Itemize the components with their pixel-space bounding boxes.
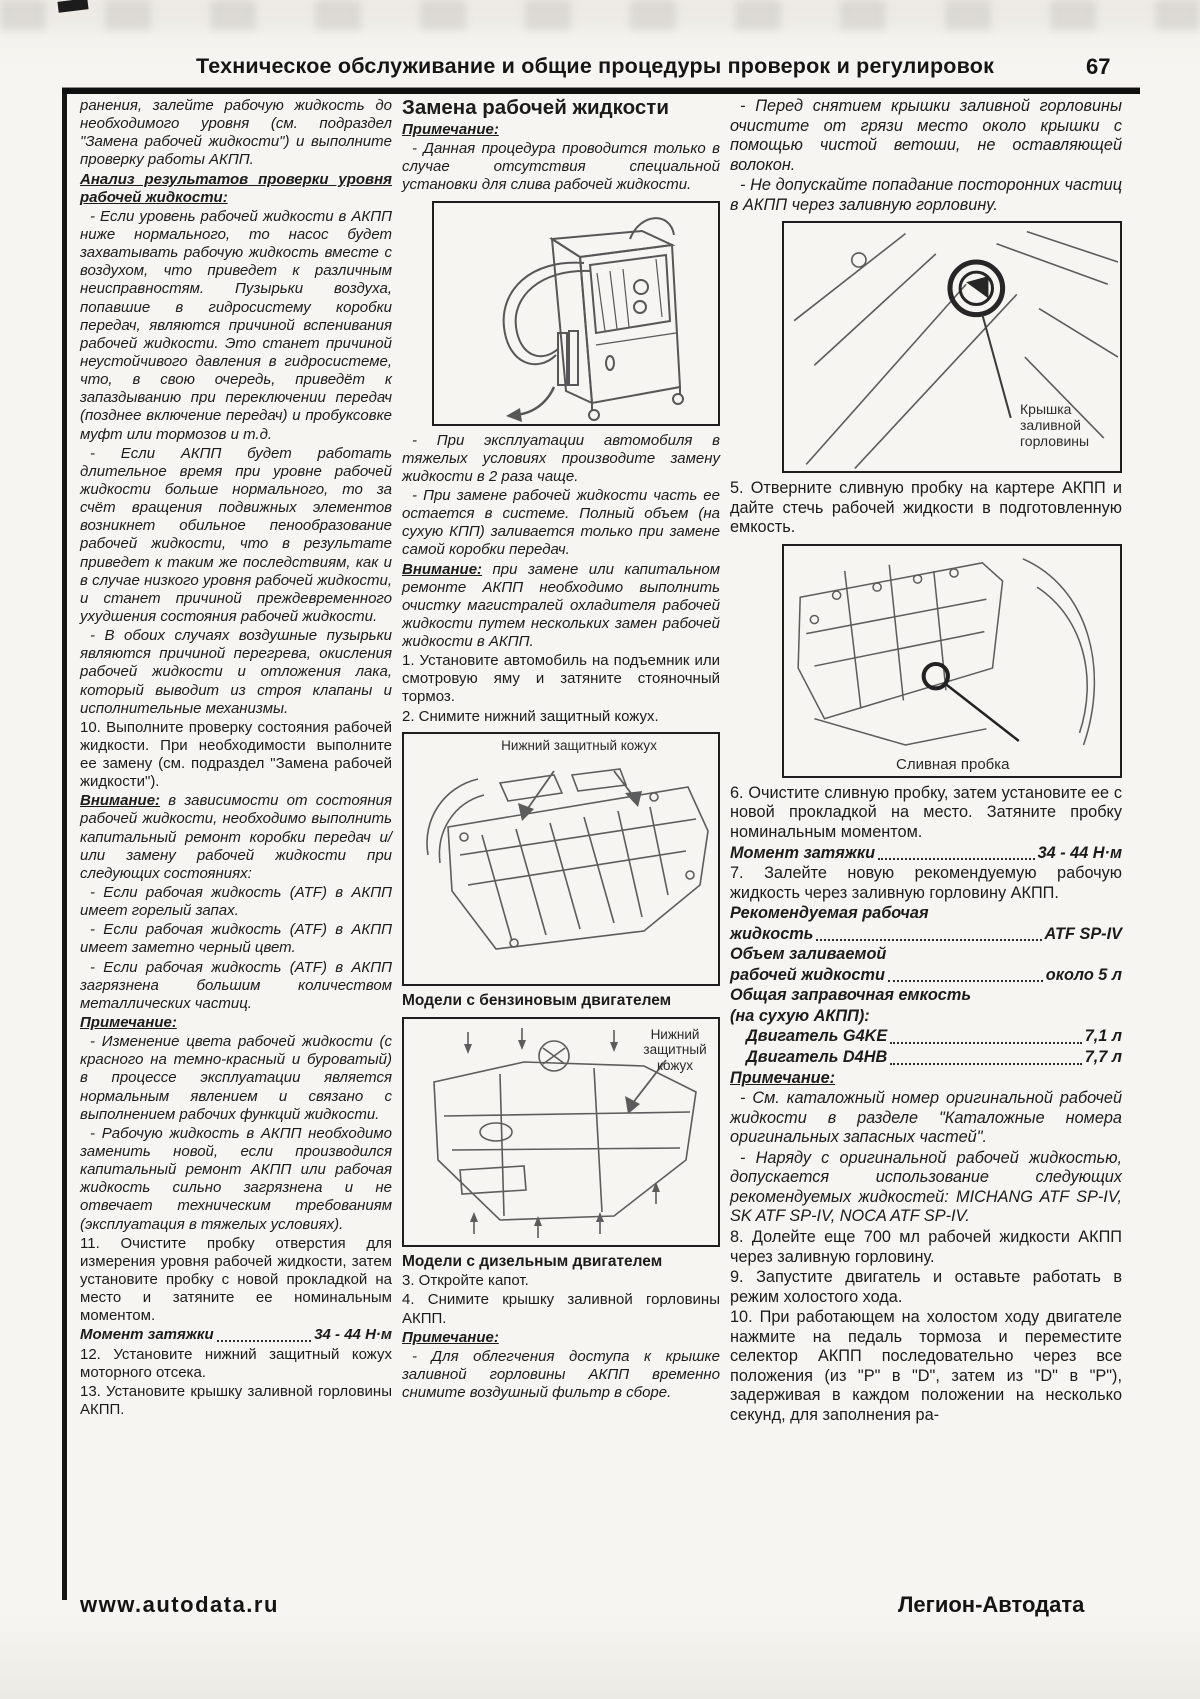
step-7: 7. Залейте новую рекомендуемую рабочую жидкость через заливную горловину АКПП. <box>730 864 1122 902</box>
note-heading: Примечание: <box>402 120 499 138</box>
undercover-gasoline-drawing <box>404 734 718 984</box>
fluid-exchange-machine-figure <box>432 201 720 426</box>
filler-cap-label: Крышка заливной горловины <box>1020 401 1090 450</box>
torque-spec <box>80 1326 392 1344</box>
paragraph: - Для облегчения доступа к крышке заливной горловины АКПП временно снимите воздушный фильтр в сборе. <box>402 1347 720 1402</box>
engine-g4ke-spec <box>730 1027 1122 1047</box>
dotted-leader <box>890 1063 1081 1065</box>
dotted-leader <box>878 858 1035 860</box>
column-left <box>80 97 392 1420</box>
spec-label: Двигатель G4KE <box>746 1027 888 1046</box>
spec-value: 34 - 44 Н·м <box>1037 843 1122 862</box>
paragraph: ранения, залейте рабочую жидкость до необходимого уровня (см. подраздел "Замена рабочей жидкости") и выполните проверку работы АКПП. <box>80 97 392 169</box>
dotted-leader <box>890 1042 1081 1044</box>
fluid-exchange-machine-drawing <box>434 203 718 424</box>
attention-text: в зависимости от состояния рабочей жидкости, необходимо выполнить капитальный ремонт коробки передач и/или замену рабочей жидкости при следующих состояниях: <box>80 792 392 882</box>
drain-plug-label: Сливная пробка <box>896 755 1010 773</box>
step-4: 4. Снимите крышку заливной горловины АКПП. <box>402 1291 720 1327</box>
paragraph: - Если рабочая жидкость (ATF) в АКПП имеет заметно черный цвет. <box>80 921 392 957</box>
spec-value: 7,1 л <box>1084 1027 1122 1046</box>
dotted-leader <box>816 939 1041 941</box>
spec-label: Двигатель D4HB <box>746 1048 888 1067</box>
undercover-label: Нижний защитный кожух <box>501 737 657 753</box>
spec-value: 34 - 44 Н·м <box>314 1326 392 1344</box>
paragraph: - Наряду с оригинальной рабочей жидкостью, допускается использование следующих рекомендуемых жидкостей: MICHANG ATF SP-IV, SK ATF SP-IV, NOCA ATF SP-IV. <box>730 1148 1122 1226</box>
paragraph: - При замене рабочей жидкости часть ее остается в системе. Полный объем (на сухую КПП) заливается только при замене самой коробки передач. <box>402 486 720 559</box>
torque-spec <box>730 844 1122 864</box>
step-1: 1. Установите автомобиль на подъемник или смотровую яму и затяните стояночный тормоз. <box>402 652 720 706</box>
section-title: Замена рабочей жидкости <box>402 96 669 119</box>
attention-note <box>80 792 392 883</box>
dotted-leader <box>888 980 1043 982</box>
undercover-label: Нижний защитный кожух <box>643 1026 707 1073</box>
drain-plug-drawing <box>784 546 1120 776</box>
paragraph: - Данная процедура проводится только в случае отсутствия специальной установки для слива рабочей жидкости. <box>402 140 720 194</box>
volume-spec <box>730 966 1122 986</box>
step-5: 5. Отверните сливную пробку на картере АКПП и дайте стечь рабочей жидкости в подготовленную емкость. <box>730 479 1122 537</box>
paragraph: - Если АКПП будет работать длительное время при уровне рабочей жидкости больше нормального, то за счёт вращения подвижных элементов возникнет обильное пенообразование рабочей жидкости, что в результате приведет к таким же последствиям, как и в случае низкого уровня рабочей жидкости, и станет причиной преждевременного ухудшения состояния рабочей жидкости. <box>80 444 392 625</box>
step-8: 8. Долейте еще 700 мл рабочей жидкости АКПП через заливную горловину. <box>730 1227 1122 1266</box>
paragraph: - Если рабочая жидкость (ATF) в АКПП загрязнена большим количеством металлических частиц. <box>80 958 392 1012</box>
fluid-spec <box>730 925 1122 945</box>
step-6: 6. Очистите сливную пробку, затем установите ее с новой прокладкой на место. Затяните пробку номинальным моментом. <box>730 783 1122 842</box>
paragraph: - Перед снятием крышки заливной горловины очистите от грязи место около крышки с помощью чистой ветоши, не оставляющей волокон. <box>730 97 1122 174</box>
paragraph: - См. каталожный номер оригинальной рабочей жидкости в разделе "Каталожные номера оригинальных запасных частей". <box>730 1089 1122 1147</box>
paragraph: - Не допускайте попадание посторонних частиц в АКПП через заливную горловину. <box>730 176 1122 214</box>
step-12: 12. Установите нижний защитный кожух моторного отсека. <box>80 1345 392 1381</box>
spec-label: рабочей жидкости <box>730 965 885 984</box>
spec-label: Момент затяжки <box>80 1326 214 1344</box>
column-middle <box>402 97 720 1403</box>
figure-caption-gasoline: Модели с бензиновым двигателем <box>402 991 672 1009</box>
step-3: 3. Откройте капот. <box>402 1272 529 1290</box>
paragraph: - Если рабочая жидкость (ATF) в АКПП имеет горелый запах. <box>80 884 392 920</box>
analysis-heading: Анализ результатов проверки уровня рабочей жидкости: <box>80 170 392 206</box>
footer-website: www.autodata.ru <box>80 1592 279 1617</box>
attention-text: при замене или капитальном ремонте АКПП необходимо выполнить очистку магистралей охладителя рабочей жидкости путем нескольких замен рабочей жидкости в АКПП. <box>402 560 720 651</box>
spec-line: Объем заливаемой <box>730 945 887 964</box>
attention-label: Внимание: <box>80 792 161 810</box>
page-header-title: Техническое обслуживание и общие процедуры проверок и регулировок <box>195 54 995 78</box>
spec-value: ATF SP-IV <box>1044 924 1122 943</box>
step-13: 13. Установите крышку заливной горловины АКПП. <box>80 1382 392 1418</box>
paragraph: - При эксплуатации автомобиля в тяжелых условиях производите замену жидкости в 2 раза чаще. <box>402 431 720 485</box>
drain-plug-figure <box>782 544 1122 778</box>
spec-line: Рекомендуемая рабочая <box>730 904 929 923</box>
note-heading: Примечание: <box>402 1328 499 1346</box>
undercover-gasoline-figure <box>402 732 720 986</box>
spec-value: около 5 л <box>1045 965 1122 984</box>
spec-line: (на сухую АКПП): <box>730 1006 870 1025</box>
spec-value: 7,7 л <box>1084 1048 1122 1067</box>
spec-label: Момент затяжки <box>730 843 876 862</box>
footer-publisher: Легион-Автодата <box>898 1592 1085 1617</box>
paragraph: - Рабочую жидкость в АКПП необходимо заменить новой, если производился капитальный ремонт АКПП или рабочая жидкость сильно загрязнена и не отвечает техническим требованиям (эксплуатация в тяжелых условиях). <box>80 1124 392 1233</box>
figure-caption-diesel: Модели с дизельным двигателем <box>402 1252 663 1270</box>
scan-smudge <box>0 0 1200 30</box>
step-11: 11. Очистите пробку отверстия для измерения уровня рабочей жидкости, затем установите пробку с новой прокладкой на место и затяните ее номинальным моментом. <box>80 1234 392 1325</box>
header-rule <box>62 87 1140 94</box>
attention-label: Внимание: <box>402 560 483 578</box>
spec-label: жидкость <box>730 924 814 943</box>
step-10: 10. Выполните проверку состояния рабочей жидкости. При необходимости выполните ее замену (см. подраздел "Замена рабочей жидкости"). <box>80 718 392 791</box>
step-2: 2. Снимите нижний защитный кожух. <box>402 707 659 725</box>
engine-d4hb-spec <box>730 1048 1122 1068</box>
page-number: 67 <box>1086 54 1111 79</box>
step-9: 9. Запустите двигатель и оставьте работать в режим холостого хода. <box>730 1268 1122 1306</box>
undercover-diesel-figure <box>402 1017 720 1247</box>
filler-cap-figure <box>782 221 1122 473</box>
note-heading: Примечание: <box>730 1068 836 1087</box>
column-right <box>730 97 1122 1426</box>
spec-line: Общая заправочная емкость <box>730 986 971 1005</box>
attention-note <box>402 561 720 652</box>
note-heading: Примечание: <box>80 1014 177 1032</box>
paragraph: - В обоих случаях воздушные пузырьки являются причиной перегрева, окисления рабочей жидкости и отложения лака, который выводит из строя клапаны и исполнительные механизмы. <box>80 627 392 717</box>
paragraph: - Если уровень рабочей жидкости в АКПП ниже нормального, то насос будет захватывать рабочую жидкость вместе с воздухом, что приведет к различным неисправностям. Пузырьки воздуха, попавшие в гидросистему коробки передач, являются причиной вспенивания рабочей жидкости. Это станет причиной неустойчивого давления в гидросистеме, что, в свою очередь, приведёт к запаздыванию при переключении передач (позднее включение передач) и пробуксовке муфт или тормозов и т.д. <box>80 207 392 443</box>
dotted-leader <box>217 1340 312 1342</box>
scan-edge-bar <box>62 92 67 1600</box>
step-10: 10. При работающем на холостом ходу двигателе нажмите на педаль тормоза и переместите селектор АКПП последовательно через все положения (из "P" в "D", затем из "D" в "P"), задерживая в каждом положении на несколько секунд, для заполнения ра- <box>730 1308 1122 1424</box>
paragraph: - Изменение цвета рабочей жидкости (с красного на темно-красный и буроватый) в процессе эксплуатации является нормальным явлением и связано с выполнением рабочих функций жидкости. <box>80 1033 392 1123</box>
